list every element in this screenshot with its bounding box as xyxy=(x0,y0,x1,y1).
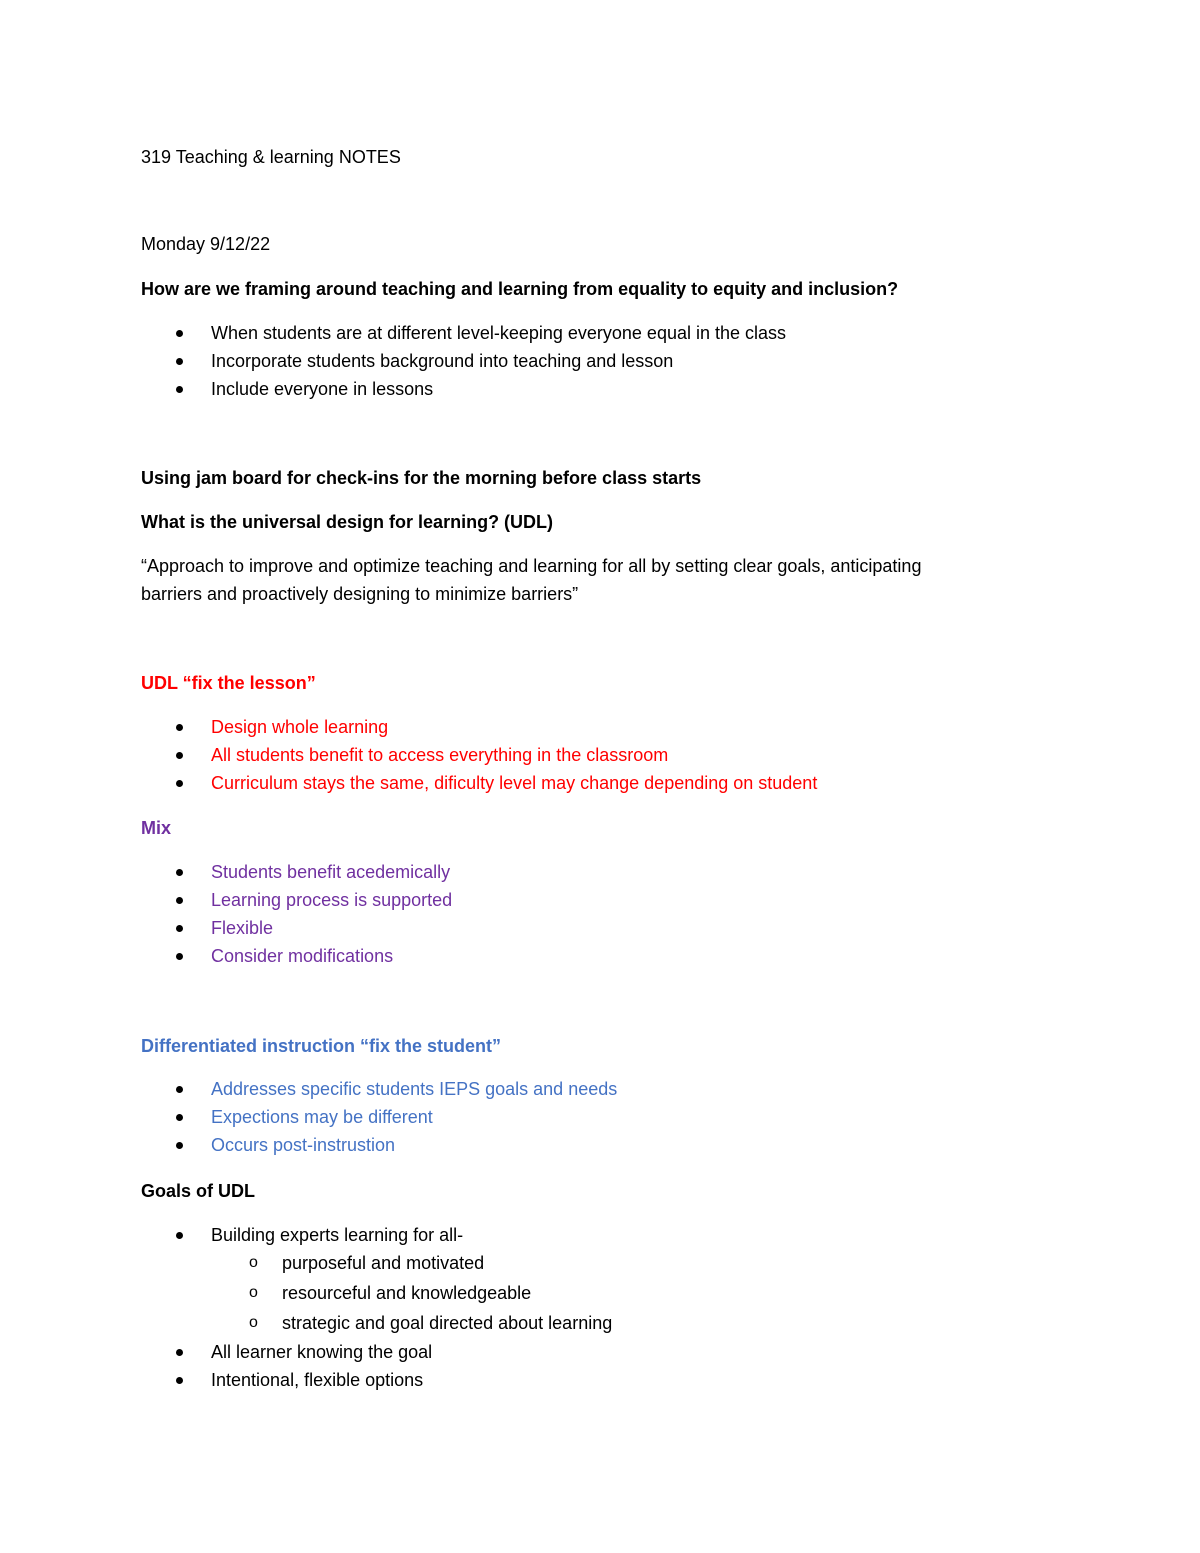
bullet-icon xyxy=(176,386,183,393)
bullet-icon xyxy=(176,869,183,876)
list-item-text: Addresses specific students IEPS goals and needs xyxy=(211,1079,618,1099)
list-item-text: Incorporate students background into teaching and lesson xyxy=(211,351,674,371)
bullet-icon xyxy=(176,1349,183,1356)
sub-bullet-icon: o xyxy=(249,1284,258,1301)
quote-line-2: barriers and proactively designing to minimize barriers” xyxy=(141,584,579,604)
sub-list-item-text: resourceful and knowledgeable xyxy=(282,1283,532,1303)
bullet-icon xyxy=(176,752,183,759)
sub-list-item-text: purposeful and motivated xyxy=(282,1253,485,1273)
list-item-text: Design whole learning xyxy=(211,717,389,737)
quote-line-1: “Approach to improve and optimize teaching and learning for all by setting clear goals, anticipating xyxy=(141,556,922,576)
list-item-text: Include everyone in lessons xyxy=(211,379,434,399)
udl-heading: UDL “fix the lesson” xyxy=(141,673,316,693)
sub-bullet-icon: o xyxy=(249,1314,258,1331)
list-item-text: Consider modifications xyxy=(211,946,394,966)
list-item-text: Intentional, flexible options xyxy=(211,1370,424,1390)
question-heading: How are we framing around teaching and learning from equality to equity and inclusion? xyxy=(141,279,899,299)
bullet-icon xyxy=(176,724,183,731)
bullet-icon xyxy=(176,1377,183,1384)
date-line: Monday 9/12/22 xyxy=(141,234,271,254)
bullet-icon xyxy=(176,1142,183,1149)
bullet-icon xyxy=(176,330,183,337)
list-item-text: Curriculum stays the same, dificulty level may change depending on student xyxy=(211,773,818,793)
bullet-icon xyxy=(176,897,183,904)
list-item-text: Expections may be different xyxy=(211,1107,433,1127)
bullet-icon xyxy=(176,925,183,932)
bullet-icon xyxy=(176,1114,183,1121)
sub-list-item-text: strategic and goal directed about learning xyxy=(282,1313,613,1333)
mix-heading: Mix xyxy=(141,818,172,838)
list-item-text: All learner knowing the goal xyxy=(211,1342,433,1362)
jam-board-heading: Using jam board for check-ins for the morning before class starts xyxy=(141,468,702,488)
bullet-icon xyxy=(176,953,183,960)
differentiated-heading: Differentiated instruction “fix the student” xyxy=(141,1036,502,1056)
list-item-text: Learning process is supported xyxy=(211,890,453,910)
goals-heading: Goals of UDL xyxy=(141,1181,256,1201)
sub-bullet-icon: o xyxy=(249,1254,258,1271)
list-item-text: When students are at different level-keeping everyone equal in the class xyxy=(211,323,787,343)
udl-question-heading: What is the universal design for learning? (UDL) xyxy=(141,512,554,532)
bullet-icon xyxy=(176,1086,183,1093)
bullet-icon xyxy=(176,780,183,787)
bullet-icon xyxy=(176,358,183,365)
document-title: 319 Teaching & learning NOTES xyxy=(141,147,401,167)
list-item-text: All students benefit to access everything in the classroom xyxy=(211,745,669,765)
bullet-icon xyxy=(176,1232,183,1239)
list-item-text: Building experts learning for all- xyxy=(211,1225,464,1245)
list-item-text: Occurs post-instrustion xyxy=(211,1135,396,1155)
list-item-text: Flexible xyxy=(211,918,274,938)
list-item-text: Students benefit acedemically xyxy=(211,862,451,882)
